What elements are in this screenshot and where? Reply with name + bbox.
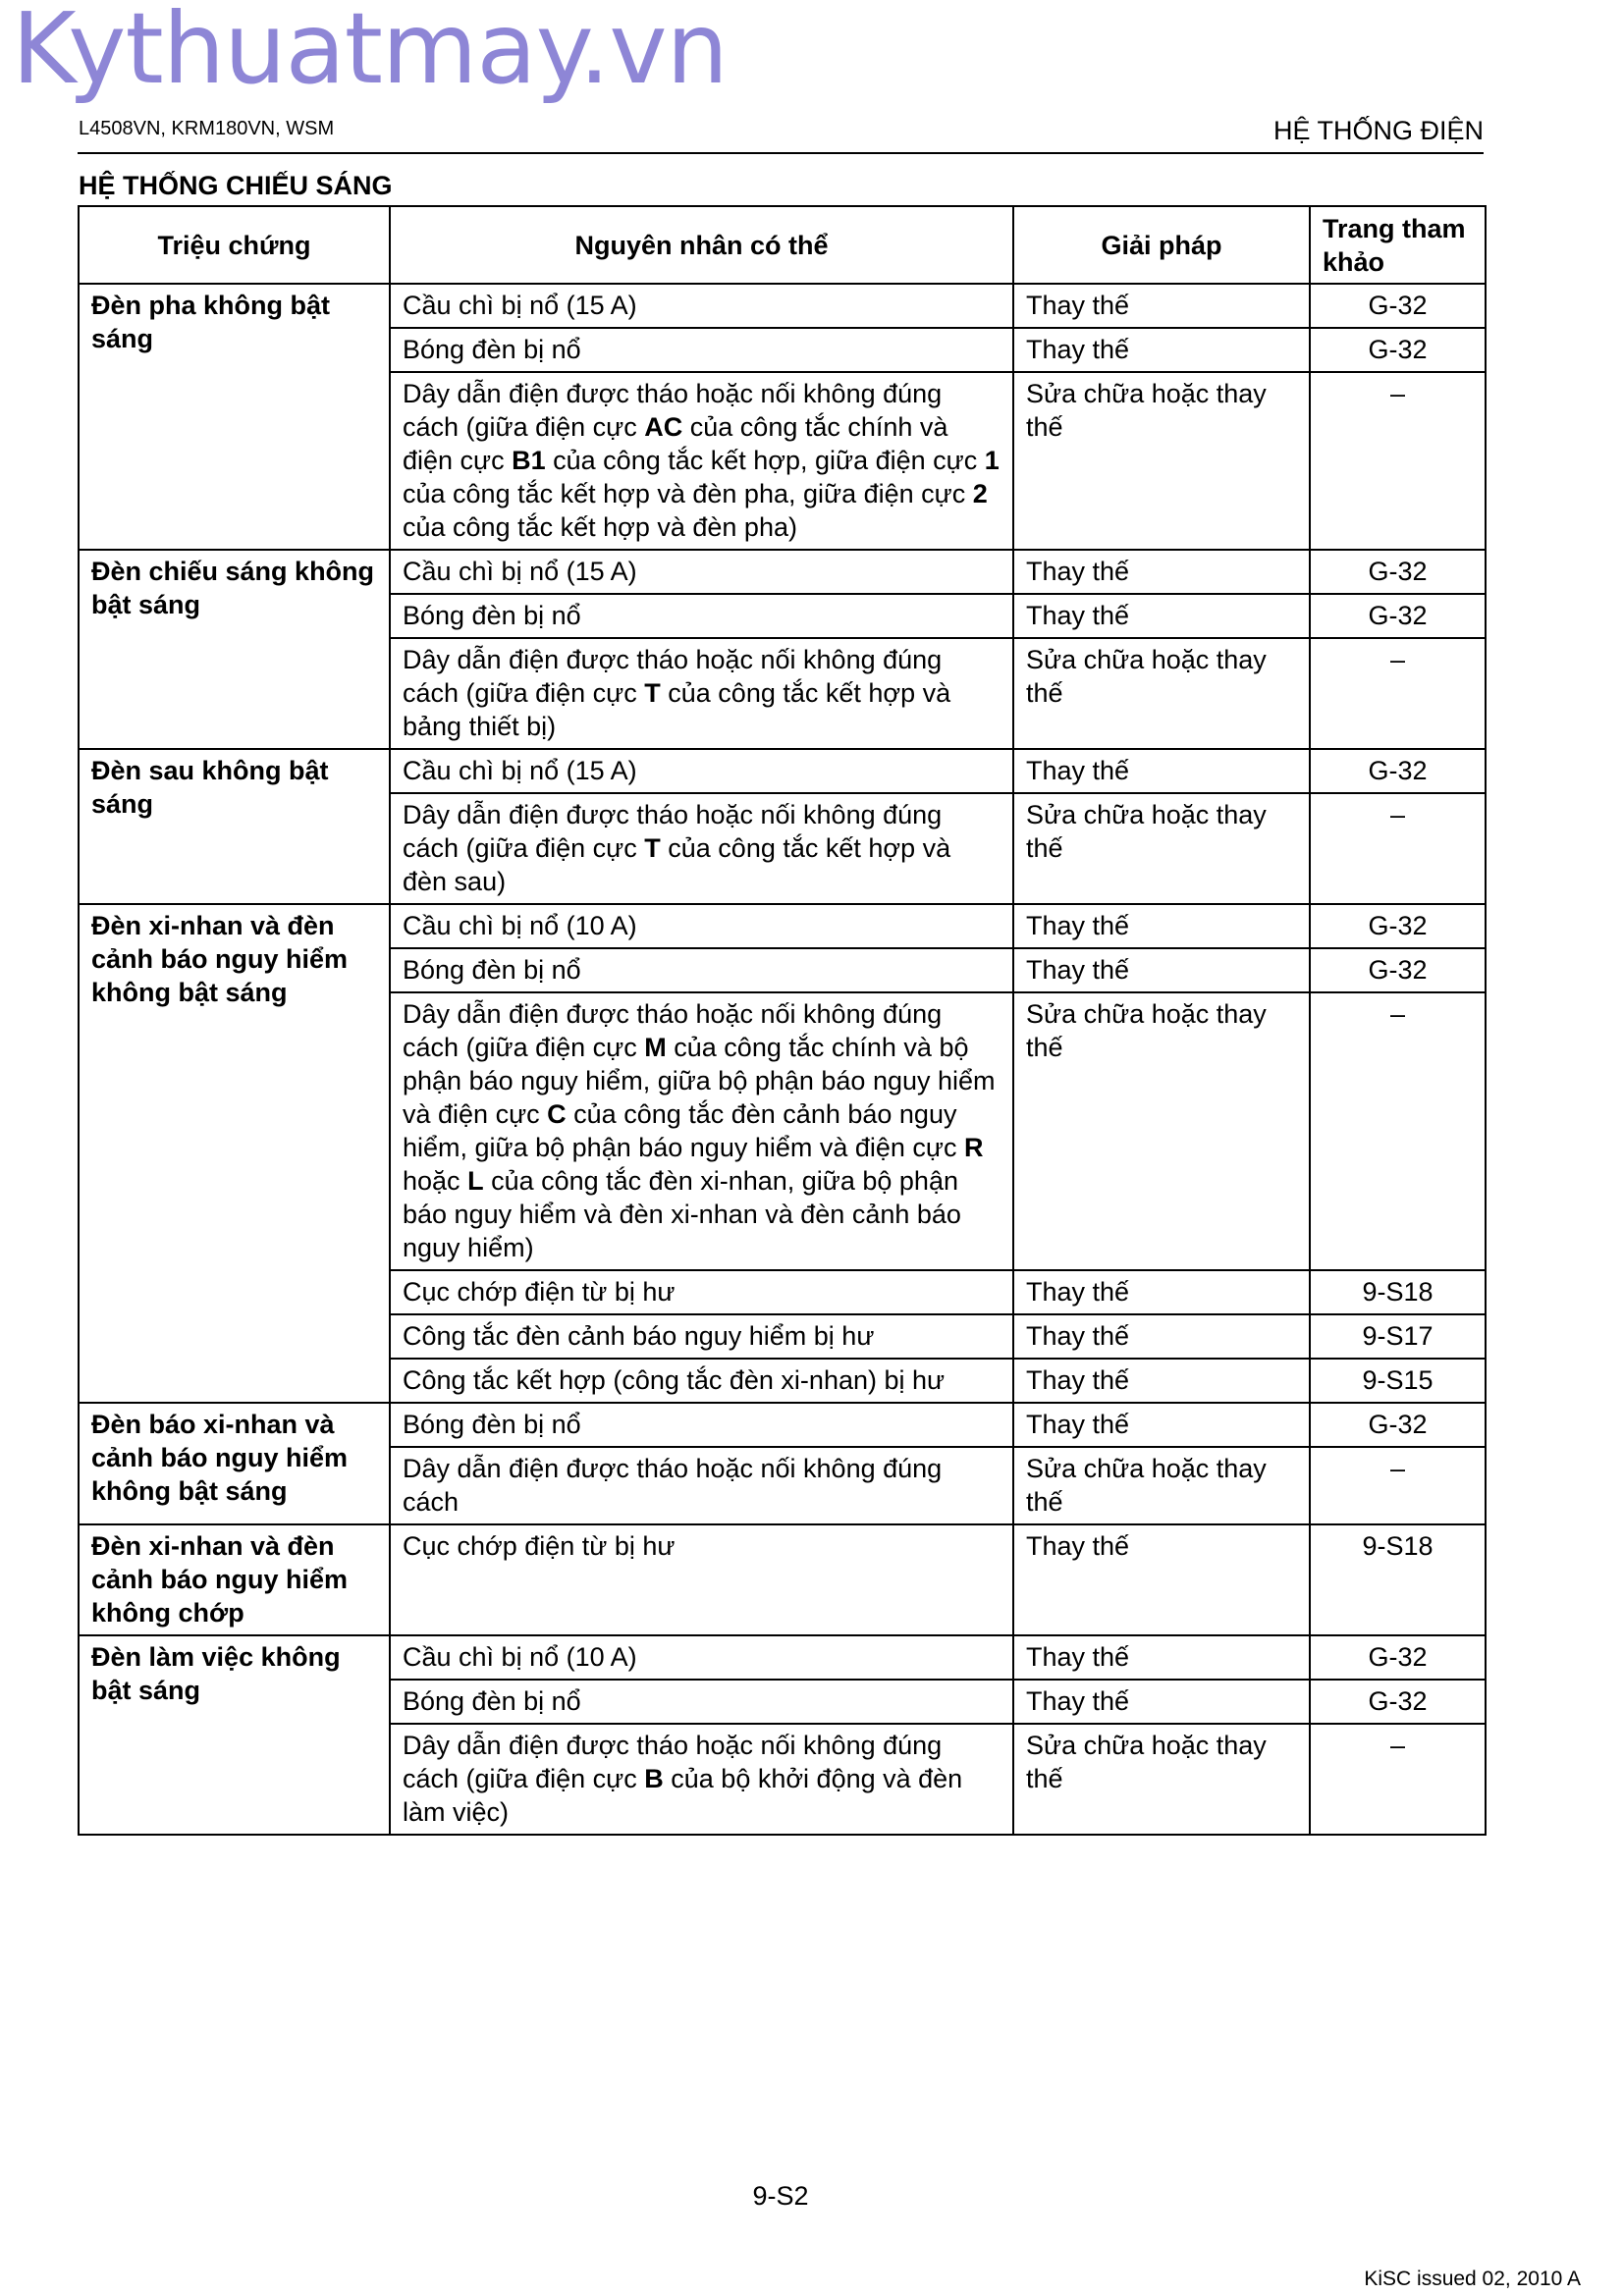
terminal-label: R: [964, 1133, 984, 1162]
cause-text: của bộ khởi động và đèn làm việc): [403, 1764, 963, 1827]
terminal-label: B: [644, 1764, 664, 1793]
reference-cell: 9-S15: [1310, 1359, 1486, 1403]
cause-text: của công tắc chính và bộ phận báo nguy hiểm, giữa bộ phận báo nguy hiểm và điện cực: [403, 1033, 996, 1129]
remedy-cell: Thay thế: [1013, 594, 1310, 638]
reference-cell: G-32: [1310, 328, 1486, 372]
watermark-logo: Kythuatmay.vn: [12, 0, 728, 106]
header-divider: [78, 152, 1484, 154]
remedy-cell: Thay thế: [1013, 1403, 1310, 1447]
table-row: [79, 749, 1486, 793]
page-number: 9-S2: [752, 2181, 809, 2211]
terminal-label: AC: [644, 412, 683, 442]
cause-cell: Cầu chì bị nổ (15 A): [390, 550, 1013, 594]
cause-cell: Cục chớp điện từ bị hư: [390, 1270, 1013, 1314]
remedy-cell: Thay thế: [1013, 550, 1310, 594]
cause-cell: [390, 1724, 1013, 1835]
remedy-cell: Thay thế: [1013, 1524, 1310, 1635]
remedy-cell: Thay thế: [1013, 749, 1310, 793]
remedy-cell: Sửa chữa hoặc thay thế: [1013, 1447, 1310, 1524]
cause-cell: [390, 372, 1013, 550]
remedy-cell: Sửa chữa hoặc thay thế: [1013, 638, 1310, 749]
symptom-cell: Đèn báo xi-nhan và cảnh báo nguy hiểm không bật sáng: [79, 1403, 390, 1524]
table-row: [79, 1403, 1486, 1447]
cause-text: hoặc: [403, 1166, 468, 1196]
cause-cell: Bóng đèn bị nổ: [390, 1403, 1013, 1447]
issue-note: KiSC issued 02, 2010 A: [1364, 2268, 1581, 2290]
terminal-label: T: [644, 678, 661, 708]
symptom-cell: Đèn làm việc không bật sáng: [79, 1635, 390, 1835]
symptom-cell: Đèn xi-nhan và đèn cảnh báo nguy hiểm không chớp: [79, 1524, 390, 1635]
reference-cell: –: [1310, 638, 1486, 749]
cause-cell: Bóng đèn bị nổ: [390, 1680, 1013, 1724]
reference-cell: G-32: [1310, 948, 1486, 992]
reference-cell: G-32: [1310, 749, 1486, 793]
cause-text: Dây dẫn điện được tháo hoặc nối không đúng cách (giữa điện cực: [403, 379, 943, 442]
cause-cell: Bóng đèn bị nổ: [390, 594, 1013, 638]
cause-cell: Công tắc kết hợp (công tắc đèn xi-nhan) bị hư: [390, 1359, 1013, 1403]
cause-text: của công tắc đèn xi-nhan, giữa bộ phận báo nguy hiểm và đèn xi-nhan và đèn cảnh báo nguy hiểm): [403, 1166, 961, 1262]
reference-cell: G-32: [1310, 284, 1486, 328]
header-symptom: Triệu chứng: [79, 206, 390, 284]
reference-cell: G-32: [1310, 1635, 1486, 1680]
cause-text: của công tắc kết hợp và đèn pha): [403, 512, 797, 542]
reference-cell: G-32: [1310, 550, 1486, 594]
terminal-label: B1: [512, 446, 546, 475]
remedy-cell: Sửa chữa hoặc thay thế: [1013, 372, 1310, 550]
cause-cell: [390, 793, 1013, 904]
remedy-cell: Thay thế: [1013, 1270, 1310, 1314]
cause-cell: Cầu chì bị nổ (10 A): [390, 1635, 1013, 1680]
header-models: L4508VN, KRM180VN, WSM: [79, 118, 335, 139]
remedy-cell: Thay thế: [1013, 1680, 1310, 1724]
cause-text: của công tắc kết hợp và bảng thiết bị): [403, 678, 951, 741]
reference-cell: –: [1310, 1447, 1486, 1524]
remedy-cell: Thay thế: [1013, 1314, 1310, 1359]
reference-cell: 9-S17: [1310, 1314, 1486, 1359]
table-header-row: [79, 206, 1486, 284]
reference-cell: G-32: [1310, 904, 1486, 948]
table-row: [79, 1635, 1486, 1680]
remedy-cell: Thay thế: [1013, 284, 1310, 328]
remedy-cell: Thay thế: [1013, 1635, 1310, 1680]
cause-text: Dây dẫn điện được tháo hoặc nối không đúng cách (giữa điện cực: [403, 645, 943, 708]
reference-cell: 9-S18: [1310, 1524, 1486, 1635]
header-remedy: Giải pháp: [1013, 206, 1310, 284]
cause-cell: [390, 992, 1013, 1270]
terminal-label: 2: [972, 479, 988, 508]
cause-cell: Cục chớp điện từ bị hư: [390, 1524, 1013, 1635]
table-row: [79, 904, 1486, 948]
cause-text: Dây dẫn điện được tháo hoặc nối không đúng cách (giữa điện cực: [403, 800, 943, 863]
cause-cell: Bóng đèn bị nổ: [390, 948, 1013, 992]
section-title: HỆ THỐNG CHIẾU SÁNG: [79, 171, 393, 200]
header-cause: Nguyên nhân có thể: [390, 206, 1013, 284]
cause-text: của công tắc đèn cảnh báo nguy hiểm, giữa bộ phận báo nguy hiểm và điện cực: [403, 1099, 964, 1162]
remedy-cell: Thay thế: [1013, 948, 1310, 992]
remedy-cell: Sửa chữa hoặc thay thế: [1013, 1724, 1310, 1835]
header-reference: Trang tham khảo: [1310, 206, 1486, 284]
cause-text: của công tắc chính và điện cực: [403, 412, 948, 475]
remedy-cell: Thay thế: [1013, 328, 1310, 372]
reference-cell: –: [1310, 992, 1486, 1270]
symptom-cell: Đèn sau không bật sáng: [79, 749, 390, 904]
cause-cell: Dây dẫn điện được tháo hoặc nối không đúng cách: [390, 1447, 1013, 1524]
table-row: [79, 1524, 1486, 1635]
terminal-label: L: [467, 1166, 484, 1196]
cause-cell: Cầu chì bị nổ (10 A): [390, 904, 1013, 948]
cause-text: Dây dẫn điện được tháo hoặc nối không đúng cách (giữa điện cực: [403, 1731, 943, 1793]
terminal-label: T: [644, 833, 661, 863]
remedy-cell: Sửa chữa hoặc thay thế: [1013, 992, 1310, 1270]
reference-cell: G-32: [1310, 1403, 1486, 1447]
cause-text: của công tắc kết hợp, giữa điện cực: [545, 446, 985, 475]
table-row: [79, 550, 1486, 594]
troubleshooting-table: [78, 205, 1487, 1836]
cause-text: Dây dẫn điện được tháo hoặc nối không đúng cách (giữa điện cực: [403, 999, 943, 1062]
table-row: [79, 284, 1486, 328]
symptom-cell: Đèn xi-nhan và đèn cảnh báo nguy hiểm không bật sáng: [79, 904, 390, 1403]
cause-text: của công tắc kết hợp và đèn sau): [403, 833, 951, 896]
terminal-label: 1: [984, 446, 1000, 475]
reference-cell: G-32: [1310, 594, 1486, 638]
table-body: [79, 284, 1486, 1835]
cause-cell: Công tắc đèn cảnh báo nguy hiểm bị hư: [390, 1314, 1013, 1359]
cause-cell: Cầu chì bị nổ (15 A): [390, 284, 1013, 328]
cause-cell: Cầu chì bị nổ (15 A): [390, 749, 1013, 793]
reference-cell: –: [1310, 1724, 1486, 1835]
terminal-label: M: [644, 1033, 667, 1062]
cause-cell: Bóng đèn bị nổ: [390, 328, 1013, 372]
remedy-cell: Thay thế: [1013, 904, 1310, 948]
reference-cell: –: [1310, 372, 1486, 550]
remedy-cell: Sửa chữa hoặc thay thế: [1013, 793, 1310, 904]
reference-cell: –: [1310, 793, 1486, 904]
reference-cell: G-32: [1310, 1680, 1486, 1724]
cause-text: của công tắc kết hợp và đèn pha, giữa điện cực: [403, 479, 973, 508]
reference-cell: 9-S18: [1310, 1270, 1486, 1314]
remedy-cell: Thay thế: [1013, 1359, 1310, 1403]
symptom-cell: Đèn pha không bật sáng: [79, 284, 390, 550]
header-chapter: HỆ THỐNG ĐIỆN: [1272, 116, 1484, 145]
cause-cell: [390, 638, 1013, 749]
terminal-label: C: [547, 1099, 567, 1129]
symptom-cell: Đèn chiếu sáng không bật sáng: [79, 550, 390, 749]
